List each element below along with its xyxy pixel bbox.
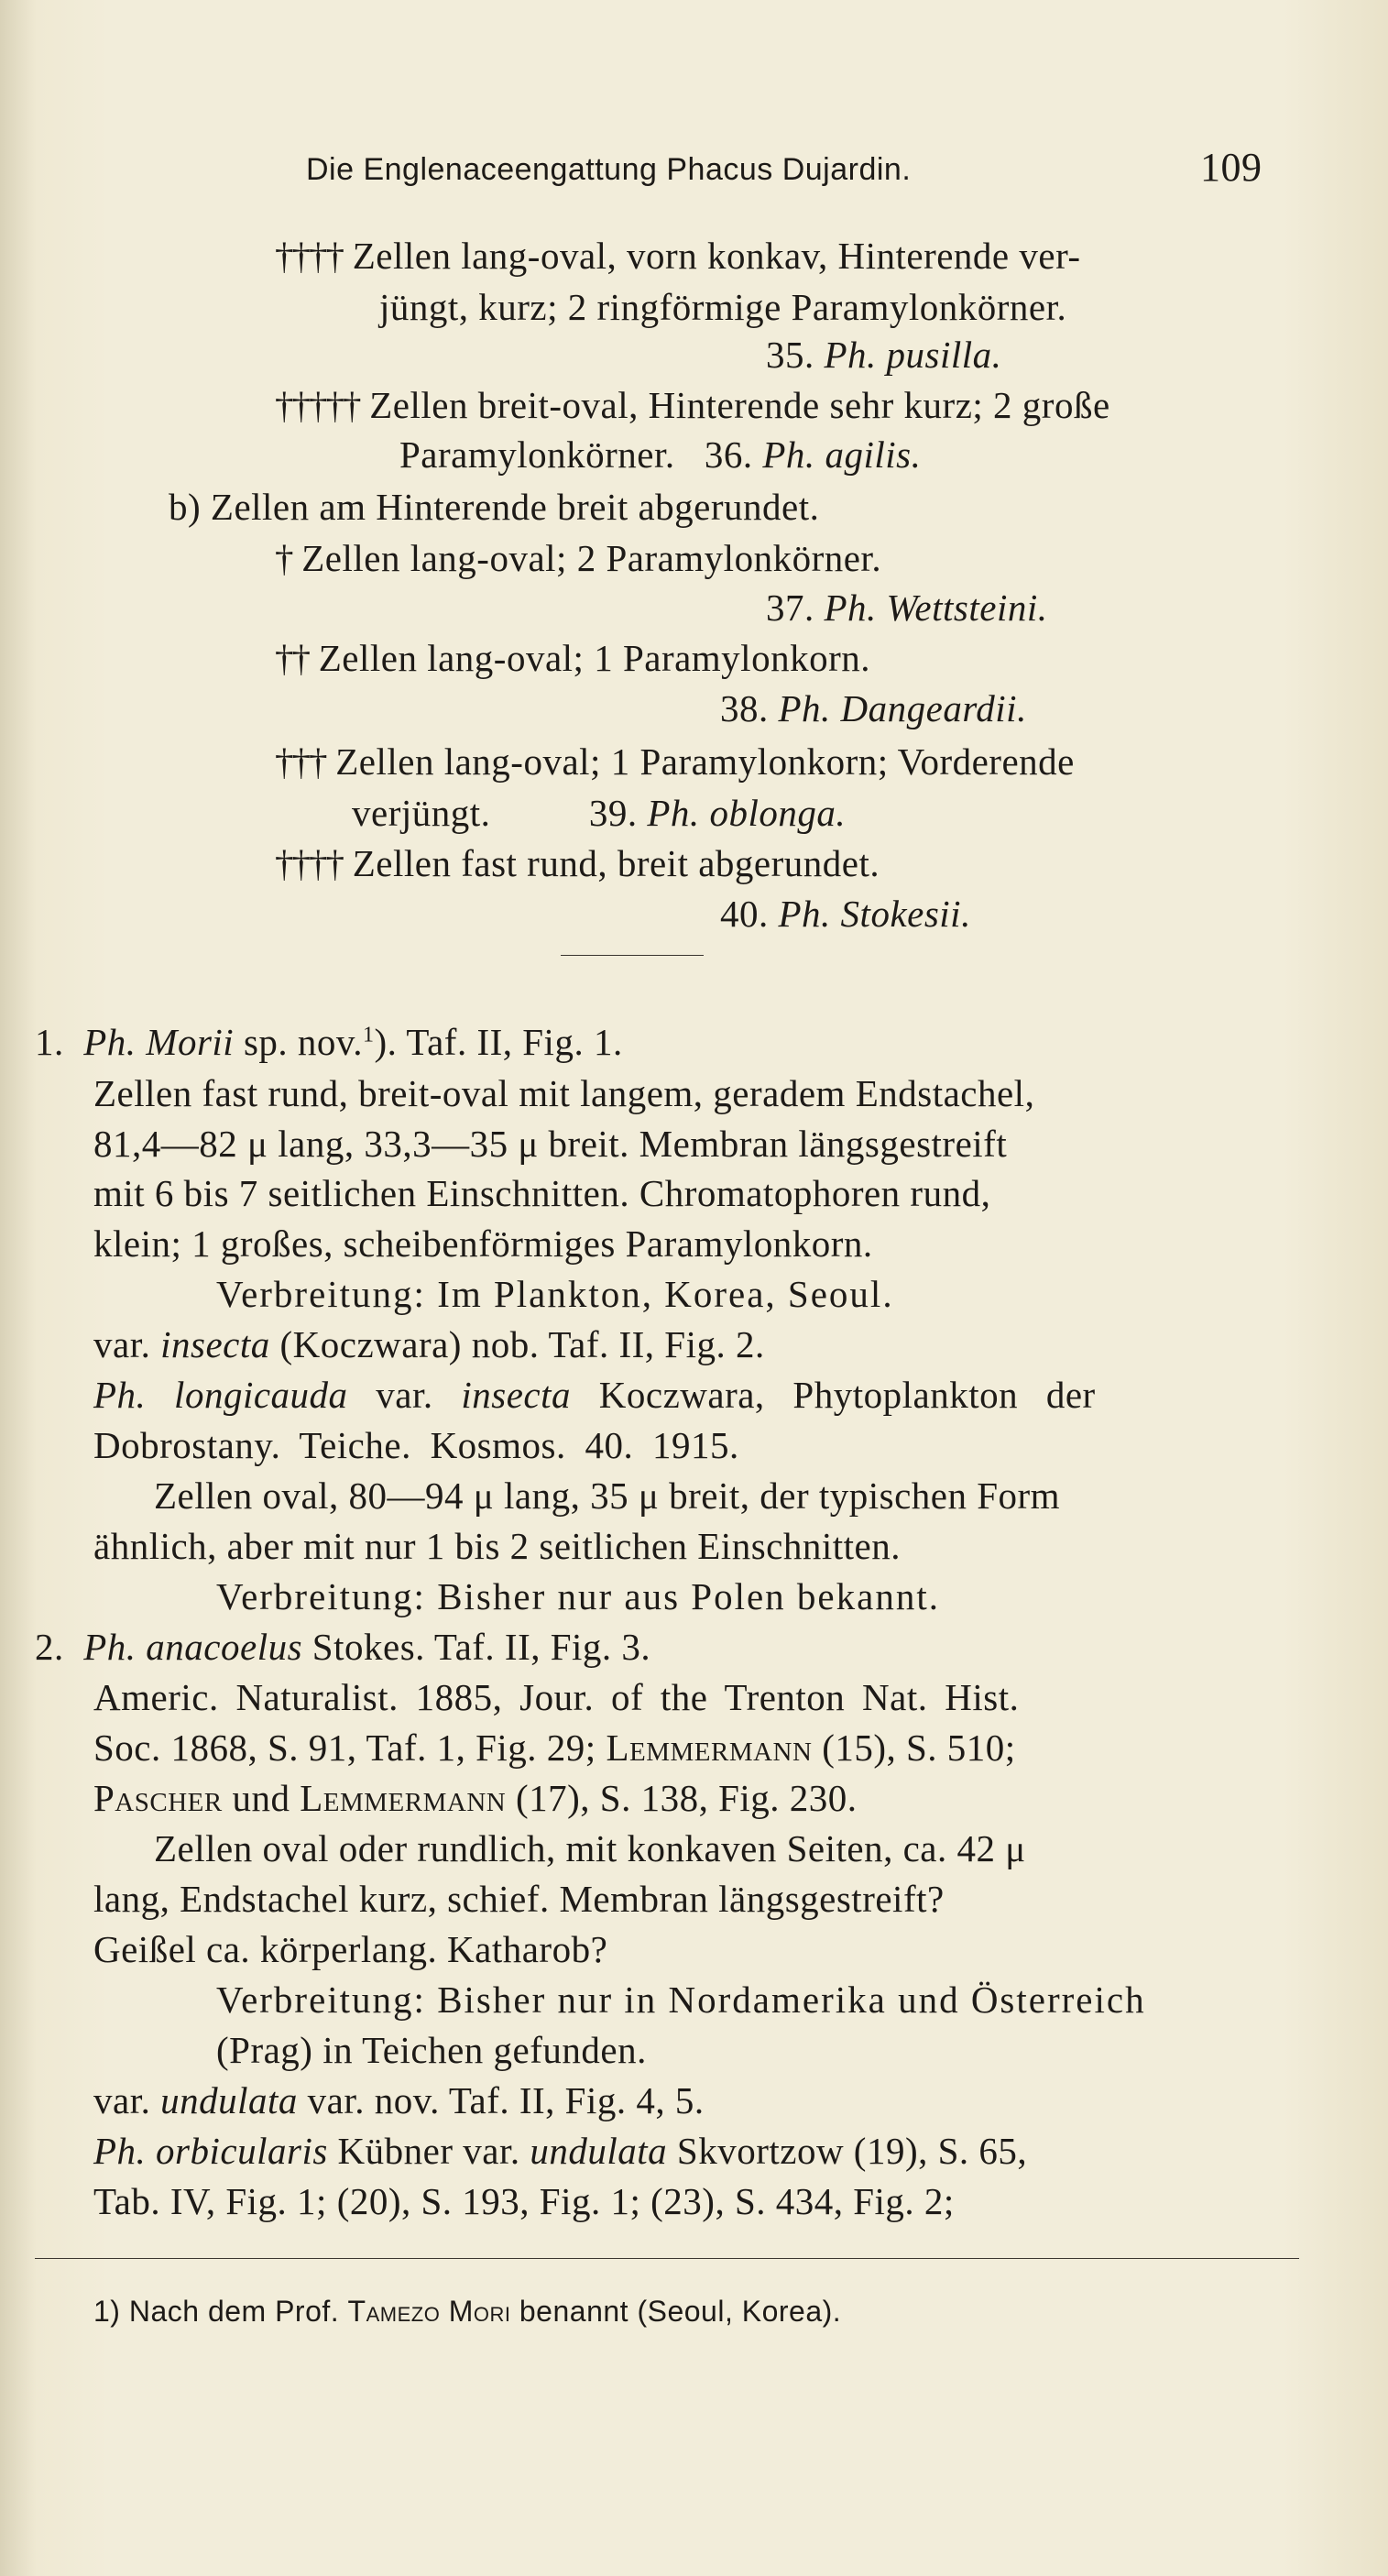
genus-name: Ph.	[647, 792, 700, 834]
species-number: 37.	[766, 586, 814, 629]
dagger-mark: ††	[275, 637, 309, 679]
key-species-line	[720, 685, 1027, 731]
author-name: Pascher	[93, 1777, 223, 1819]
entry-heading-text: Stokes. Taf. II, Fig. 3.	[311, 1626, 651, 1668]
text-line: Zellen oval oder rundlich, mit konkaven Seiten, ca. 42 μ	[154, 1827, 1026, 1869]
key-line	[275, 635, 870, 681]
text-line	[93, 1372, 1096, 1418]
species-name: Stokesii.	[840, 893, 971, 935]
text-line: Americ. Naturalist. 1885, Jour. of the Trenton Nat. Hist.	[93, 1676, 1020, 1718]
citation-text: Kübner var.	[337, 2130, 520, 2172]
species-name: orbicularis	[156, 2130, 328, 2172]
text-line: Zellen oval, 80—94 μ lang, 35 μ breit, der typischen Form	[154, 1474, 1061, 1517]
species-number: 38.	[720, 687, 769, 729]
section-divider	[561, 955, 704, 956]
species-name: pusilla.	[886, 334, 1002, 376]
variety-heading	[93, 1321, 765, 1367]
entry-number: 2.	[35, 1626, 64, 1668]
text-line: klein; 1 großes, scheibenförmiges Paramylonkorn.	[93, 1222, 873, 1265]
genus-name: Ph.	[93, 2130, 147, 2172]
citation-text: (17), S. 138, Fig. 230.	[515, 1777, 858, 1819]
entry-heading-text: sp. nov.	[243, 1021, 363, 1063]
text-line: ähnlich, aber mit nur 1 bis 2 seitlichen Einschnitten.	[93, 1525, 901, 1567]
text-line: Zellen fast rund, breit-oval mit langem, geradem Endstachel,	[93, 1072, 1035, 1114]
species-number: 35.	[766, 334, 814, 376]
citation-text: und	[232, 1777, 290, 1819]
text-line: mit 6 bis 7 seitlichen Einschnitten. Chromatophoren rund,	[93, 1172, 991, 1214]
distribution-line: Verbreitung: Im Plankton, Korea, Seoul.	[216, 1273, 894, 1315]
key-line	[275, 840, 880, 886]
key-species-line	[766, 585, 1048, 630]
genus-name: Ph.	[762, 433, 815, 476]
var-label: var.	[93, 2079, 151, 2121]
species-number: 40.	[720, 893, 769, 935]
species-name: Morii	[146, 1021, 235, 1063]
species-number: 39.	[588, 792, 638, 834]
genus-name: Ph.	[93, 1374, 147, 1416]
citation-text: (15), S. 510;	[822, 1726, 1016, 1769]
species-name: longicauda	[174, 1374, 348, 1416]
genus-name: Ph.	[778, 893, 831, 935]
key-text: Zellen lang-oval; 1 Paramylonkorn.	[318, 637, 870, 679]
text-line: 81,4—82 μ lang, 33,3—35 μ breit. Membran längsgestreift	[93, 1123, 1008, 1165]
key-line	[275, 382, 1110, 428]
genus-name: Ph.	[83, 1021, 137, 1063]
citation-text: Soc. 1868, S. 91, Taf. 1, Fig. 29;	[93, 1726, 596, 1769]
footnote-rule	[35, 2258, 1299, 2259]
species-number: 36.	[704, 433, 753, 476]
footnote-text: benannt (Seoul, Korea).	[519, 2295, 842, 2328]
entry-heading	[35, 1624, 650, 1670]
key-text: verjüngt.	[352, 792, 491, 834]
dagger-mark: ††††	[275, 842, 343, 884]
variety-name: insecta	[160, 1323, 270, 1365]
entry-heading-tail: . Taf. II, Fig. 1.	[387, 1021, 623, 1063]
text-line	[93, 1725, 1016, 1770]
text-line	[93, 1775, 858, 1821]
text-line	[93, 2128, 1027, 2174]
key-line: jüngt, kurz; 2 ringförmige Paramylonkörner.	[379, 286, 1067, 328]
footnote-text: 1) Nach dem Prof.	[93, 2295, 340, 2328]
key-line	[399, 432, 921, 477]
text-line: (Prag) in Teichen gefunden.	[216, 2029, 647, 2071]
key-line	[352, 790, 846, 836]
variety-name: undulata	[530, 2130, 668, 2172]
key-species-line	[766, 332, 1001, 378]
citation-text: Koczwara, Phytoplankton der	[598, 1374, 1096, 1416]
variety-text: (Koczwara) nob. Taf. II, Fig. 2.	[279, 1323, 765, 1365]
footnote	[93, 2288, 841, 2334]
key-line	[275, 233, 1081, 279]
dagger-mark: †††	[275, 740, 326, 783]
variety-text: var. nov. Taf. II, Fig. 4, 5.	[307, 2079, 705, 2121]
author-name: Lemmermann	[606, 1726, 813, 1769]
genus-name: Ph.	[824, 586, 877, 629]
key-text: Paramylonkörner.	[399, 433, 675, 476]
person-name: Tamezo Mori	[347, 2295, 511, 2328]
key-line: b) Zellen am Hinterende breit abgerundet.	[169, 486, 820, 528]
key-text: Zellen lang-oval, vorn konkav, Hinterende ver-	[352, 235, 1081, 277]
species-name: Wettsteini.	[886, 586, 1048, 629]
species-name: agilis.	[825, 433, 922, 476]
key-text: Zellen lang-oval; 1 Paramylonkorn; Vorderende	[335, 740, 1075, 783]
dagger-mark: †	[275, 537, 292, 579]
key-line	[275, 535, 881, 581]
entry-heading: 1. Ph. Morii sp. nov.$^1$). Taf. II, Fig. 1.	[35, 1021, 623, 1063]
text-line: Dobrostany. Teiche. Kosmos. 40. 1915.	[93, 1424, 739, 1466]
genus-name: Ph.	[778, 687, 831, 729]
genus-name: Ph.	[824, 334, 877, 376]
var-label: var.	[376, 1374, 433, 1416]
key-text: Zellen fast rund, breit abgerundet.	[352, 842, 880, 884]
key-species-line	[720, 891, 971, 937]
distribution-line: Verbreitung: Bisher nur in Nordamerika und Österreich	[216, 1979, 1146, 2021]
distribution-line: Verbreitung: Bisher nur aus Polen bekannt.	[216, 1575, 940, 1617]
genus-name: Ph.	[83, 1626, 137, 1668]
variety-name: insecta	[461, 1374, 572, 1416]
variety-heading	[93, 2077, 705, 2123]
species-name: Dangeardii.	[840, 687, 1027, 729]
dagger-mark: ††††	[275, 235, 343, 277]
citation-text: Skvortzow (19), S. 65,	[676, 2130, 1028, 2172]
key-text: Zellen lang-oval; 2 Paramylonkörner.	[301, 537, 882, 579]
footnote-ref: 1	[363, 1023, 375, 1047]
page-number: 109	[1200, 145, 1262, 190]
dagger-mark: †††††	[275, 384, 360, 426]
species-name: anacoelus	[146, 1626, 303, 1668]
text-line: Tab. IV, Fig. 1; (20), S. 193, Fig. 1; (23), S. 434, Fig. 2;	[93, 2180, 955, 2222]
var-label: var.	[93, 1323, 151, 1365]
text-line: Geißel ca. körperlang. Katharob?	[93, 1928, 608, 1970]
running-header: Die Englenaceengattung Phacus Dujardin.	[306, 152, 912, 187]
variety-name: undulata	[160, 2079, 298, 2121]
key-text: Zellen breit-oval, Hinterende sehr kurz; 2 große	[369, 384, 1110, 426]
key-line	[275, 739, 1075, 784]
author-name: Lemmermann	[300, 1777, 507, 1819]
species-name: oblonga.	[709, 792, 847, 834]
entry-number: 1.	[35, 1021, 64, 1063]
text-line: lang, Endstachel kurz, schief. Membran längsgestreift?	[93, 1878, 945, 1920]
